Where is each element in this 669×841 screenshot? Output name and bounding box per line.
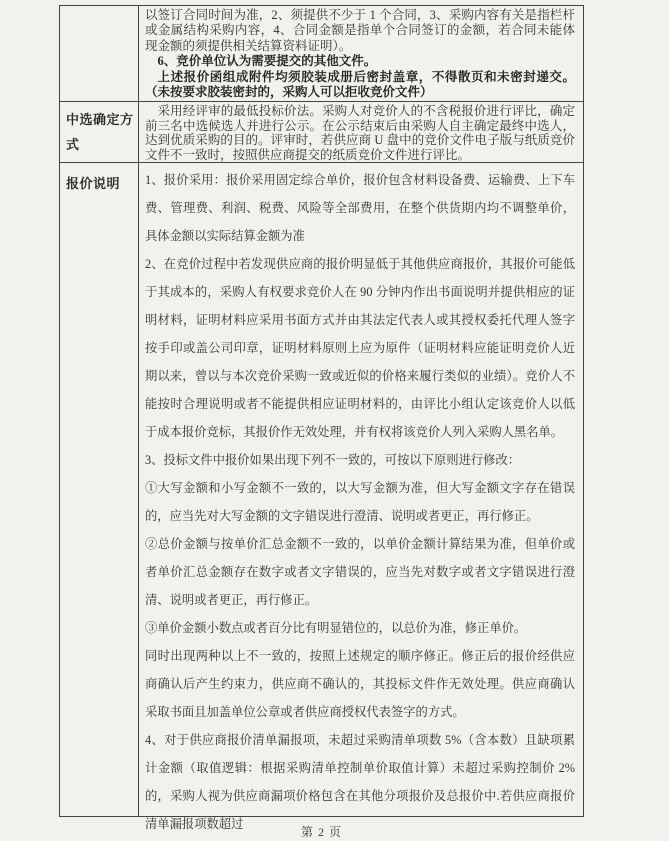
page-number: 第 2 页 [300, 825, 342, 839]
table-row-selection-method [60, 101, 583, 162]
paragraph: 1、报价采用：报价采用固定综合单价，报价包含材料设备费、运输费、上下车费、管理费、利润、税费、风险等全部费用，在整个供货期内均不调整单价，具体金额以实际结算金额为准 [145, 173, 575, 243]
selection-method-cell [139, 102, 583, 162]
continuation-cell [139, 6, 583, 101]
paragraph: ③单价金额小数点或者百分比有明显错位的，以总价为准，修正单价。 [145, 621, 527, 635]
paragraph: 6、竞价单位认为需要提交的其他文件。 [157, 54, 377, 69]
row-header-quotation-notes: 报价说明 [60, 163, 139, 816]
paragraph: ①大写金额和小写金额不一致的，以大写金额为准，但大写金额文字存在错误的，应当先对大写金额的文字错误进行澄清、说明或者更正，再行修正。 [145, 481, 575, 523]
table-row-quotation-notes [60, 162, 583, 831]
paragraph: 2、在竞价过程中若发现供应商的报价明显低于其他供应商报价，其报价可能低于其成本的，采购人有权要求竞价人在 90 分钟内作出书面说明并提供相应的证明材料，证明材料应采用书面方式并由其法定代表人或其授权委托代理人签字按手印或盖公司印章，证明材料原则上应为原件（证明材料应能证明竞价人近期以来，曾以与本次竞价采购一致或近似的价格来履行类似的业绩）。竞价人不能按时合理说明或者不能提供相应证明材料的，由评比小组认定该竞价人以低于成本报价竞标，其报价作无效处理，并有权将该竞价人列入采购人黑名单。 [145, 257, 575, 439]
paragraph: ②总价金额与按单价汇总金额不一致的，以单价金额计算结果为准，但单价或者单价汇总金额存在数字或者文字错误的，应当先对数字或者文字错误进行澄清、说明或者更正，再行修正。 [145, 537, 575, 607]
row-header-selection-method: 中选确定方式 [60, 102, 139, 162]
paragraph: 4、对于供应商报价清单漏报项，未超过采购清单项数 5%（含本数）且缺项累计金额（取值逻辑：根据采购清单控制单价取值计算）未超过采购控制价 2%的，采购人视为供应商漏项价格包含在其他分项报价及总报价中.若供应商报价清单漏报项数超过 [145, 733, 575, 831]
paragraph: 同时出现两种以上不一致的，按照上述规定的顺序修正。修正后的报价经供应商确认后产生约束力，供应商不确认的，其投标文件作无效处理。供应商确认采取书面且加盖单位公章或者供应商授权代表签字的方式。 [145, 649, 575, 719]
paragraph: 上述报价函组成附件均须胶装成册后密封盖章，不得散页和未密封递交。（未按要求胶装密封的，采购人可以拒收竞价文件） [145, 69, 575, 100]
quotation-notes-cell [139, 163, 583, 831]
bidding-terms-table [59, 5, 584, 831]
paragraph: 采用经评审的最低投标价法。采购人对竞价人的不含税报价进行评比，确定前三名中选候选人并进行公示。在公示结束后由采购人自主确定最终中选人，达到优质采购的目的。评审时，若供应商 U 盘中的竞价文件电子版与纸质竞价文件不一致时，按照供应商提交的纸质竞价文件进行评比。 [145, 104, 575, 162]
paragraph: 3、投标文件中报价如果出现下列不一致的，可按以下原则进行修改： [145, 453, 521, 467]
table-row-continuation [60, 6, 583, 101]
row-header-blank [60, 6, 139, 101]
paragraph: 以签订合同时间为准，2、须提供不少于 1 个合同，3、采购内容有关是指栏杆或金属结构采购内容，4、合同金额是指单个合同签订的金额，若合同未能体现金额的须提供相关结算资料证明）。 [145, 8, 575, 53]
